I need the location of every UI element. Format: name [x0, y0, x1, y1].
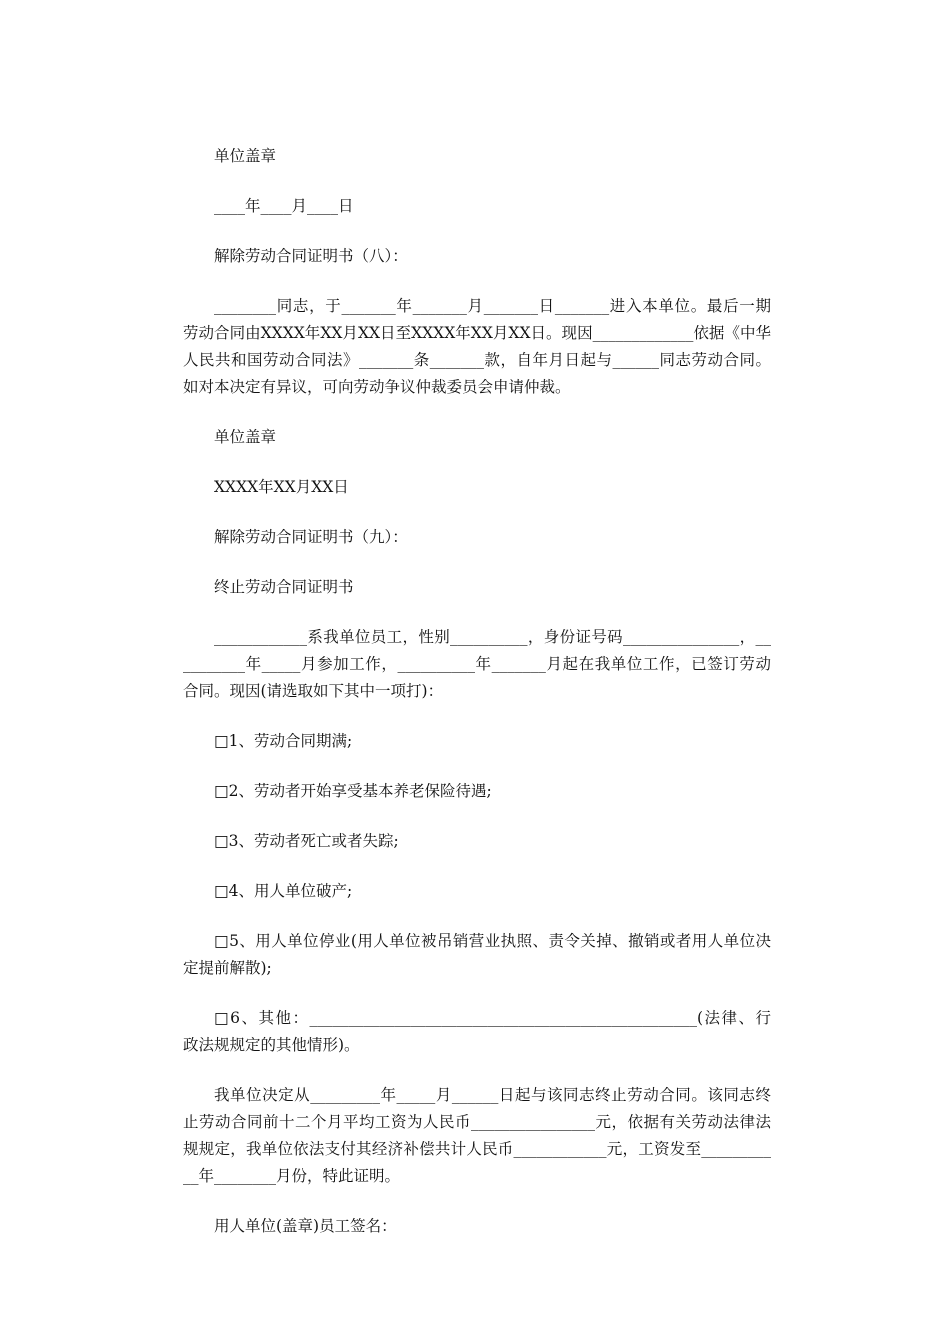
- option-item: □1、劳动合同期满;: [214, 732, 353, 750]
- decision-paragraph: 我单位决定从_________年_____月______日起与该同志终止劳动合同。该同志终止劳动合同前十二个月平均工资为人民币________________元，依据有关劳动法律法规规定，我单位依法支付其经济补偿共计人民币____________元，工资发至___________年________月份，特此证明。: [183, 1086, 771, 1185]
- seal-label: 单位盖章: [214, 428, 277, 446]
- date-blank-line: ____年____月____日: [214, 197, 354, 215]
- seal-label: 单位盖章: [214, 147, 277, 165]
- option-item: □3、劳动者死亡或者失踪;: [214, 832, 399, 850]
- option-item: □2、劳动者开始享受基本养老保险待遇;: [214, 782, 492, 800]
- section-heading-eight: 解除劳动合同证明书（八）：: [214, 247, 408, 265]
- option-item: □5、用人单位停业(用人单位被吊销营业执照、责令关掉、撤销或者用人单位决定提前解散);: [183, 932, 771, 977]
- termination-paragraph: ________同志，于_______年_______月_______日_______进入本单位。最后一期劳动合同由XXXX年XX月XX日至XXXX年XX月XX日。现因_____________依据《中华人民共和国劳动合同法》_______条_______款，自年月日起与______同志劳动合同。如对本决定有异议，可向劳动争议仲裁委员会申请仲裁。: [183, 297, 771, 396]
- section-heading-nine: 解除劳动合同证明书（九）：: [214, 528, 408, 546]
- document-page: [183, 143, 771, 1263]
- option-item: □4、用人单位破产;: [214, 882, 353, 900]
- certificate-title: 终止劳动合同证明书: [214, 578, 354, 596]
- employee-info-paragraph: ____________系我单位员工，性别__________，身份证号码_______________，__________年_____月参加工作，__________年_______月起在我单位工作，已签订劳动合同。现因(请选取如下其中一项打)：: [183, 628, 771, 700]
- date-line: XXXX年XX月XX日: [214, 478, 349, 496]
- option-item: □6、其他：__________________________________________________(法律、行政法规规定的其他情形)。: [183, 1009, 771, 1054]
- signature-line: 用人单位(盖章)员工签名：: [214, 1217, 397, 1235]
